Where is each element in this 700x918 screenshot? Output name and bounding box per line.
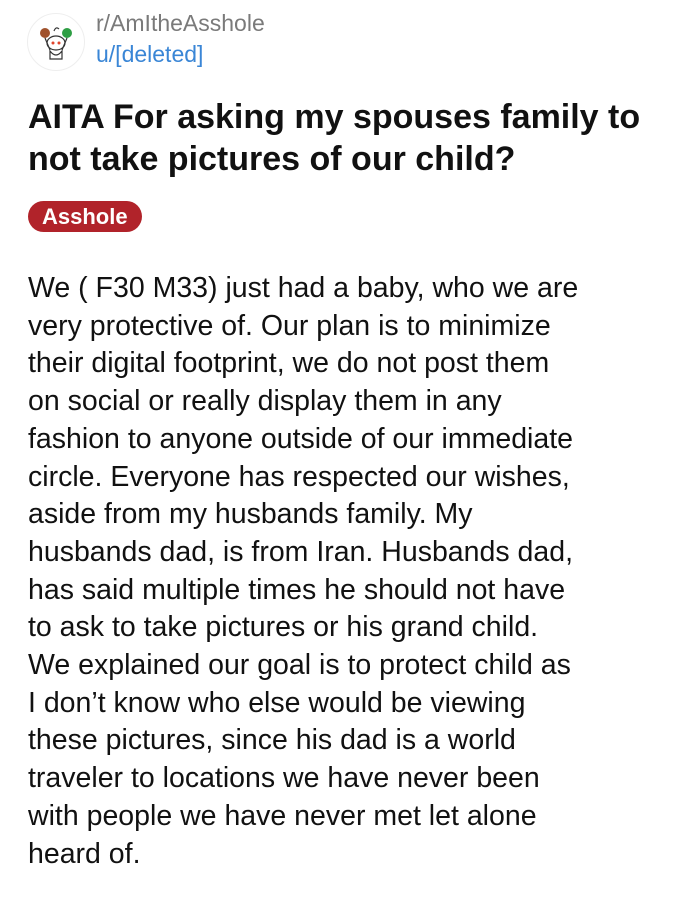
body-line: I don’t know who else would be viewing	[28, 686, 526, 719]
body-line: We explained our goal is to protect child as	[28, 649, 571, 682]
author-link[interactable]: u/[deleted]	[96, 41, 204, 67]
body-line: fashion to anyone outside of our immediate	[28, 422, 574, 455]
subreddit-avatar[interactable]	[27, 13, 85, 71]
body-line: husbands dad, is from Iran. Husbands dad,	[28, 535, 573, 568]
subreddit-name[interactable]: r/AmItheAsshole	[96, 10, 265, 36]
body-line: on social or really display them in any	[28, 385, 502, 418]
reddit-snoo-icon	[28, 14, 84, 70]
body-line: circle. Everyone has respected our wishes,	[28, 460, 570, 493]
body-line: their digital footprint, we do not post them	[28, 347, 550, 380]
body-line: has said multiple times he should not have	[28, 573, 566, 606]
post-title: AITA For asking my spouses family to not take pictures of our child?	[28, 98, 641, 178]
body-line: with people we have never met let alone	[28, 799, 537, 832]
body-line: heard of.	[28, 837, 141, 870]
body-line: to ask to take pictures or his grand child.	[28, 611, 539, 644]
flair-badge: Asshole	[28, 201, 142, 232]
body-line: aside from my husbands family. My	[28, 498, 473, 531]
body-line: We ( F30 M33) just had a baby, who we are	[28, 272, 579, 304]
post-body	[28, 270, 688, 873]
body-line: traveler to locations we have never been	[28, 762, 540, 795]
body-line: very protective of. Our plan is to minimize	[28, 309, 551, 342]
body-line: these pictures, since his dad is a world	[28, 724, 516, 757]
